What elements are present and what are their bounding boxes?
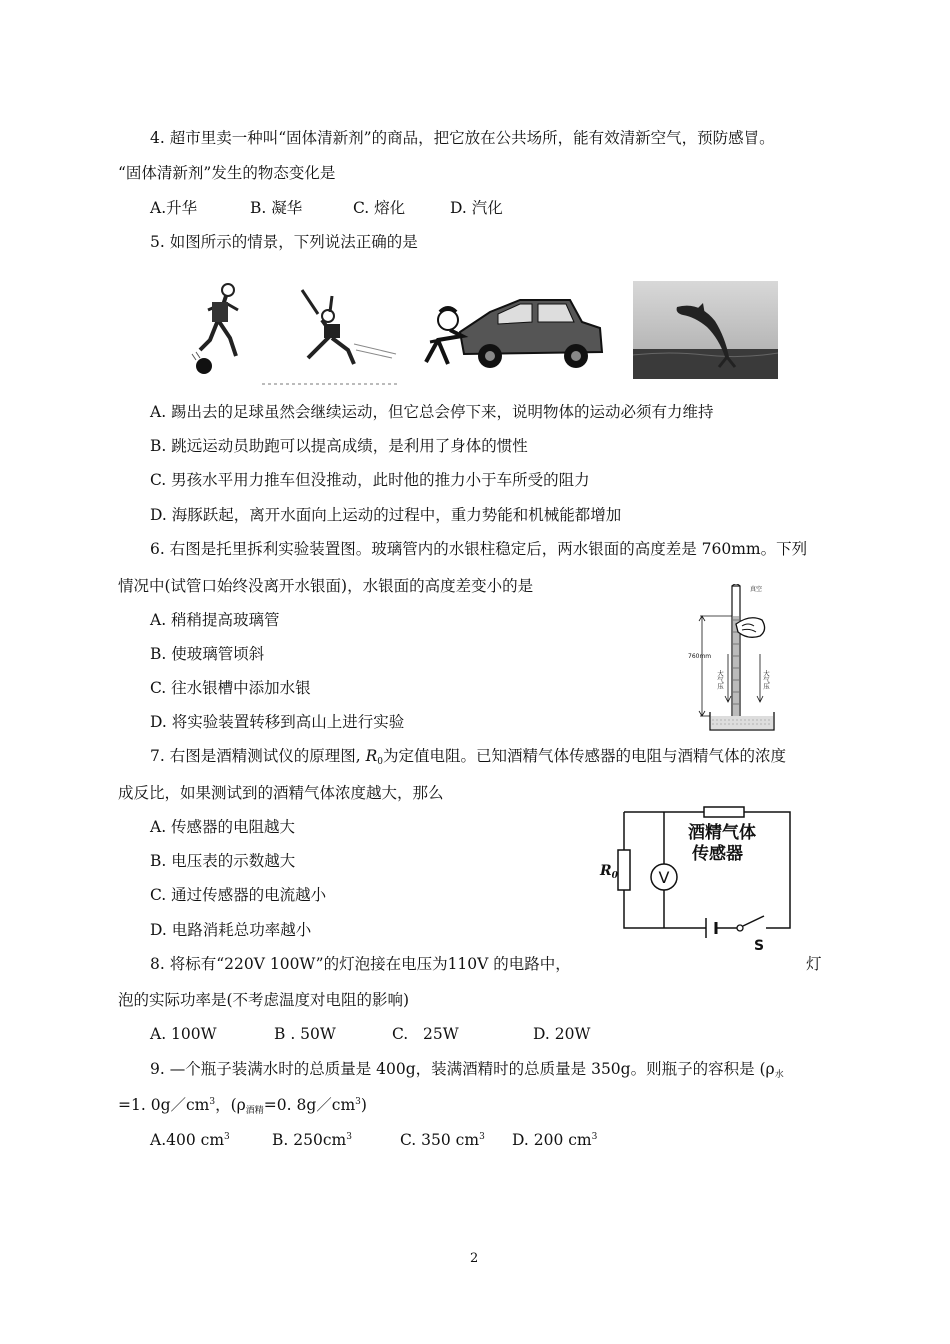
q7-option-a: A. 传感器的电阻越大 <box>150 818 296 836</box>
q9-option-a <box>150 1130 230 1150</box>
r0-label: R <box>600 863 612 879</box>
q9-option-a-text: A.400 cm <box>150 1131 225 1149</box>
height-760mm-label: 760mm <box>688 653 712 660</box>
q7-option-d: D. 电路消耗总功率越小 <box>150 921 312 939</box>
r0-subscript: 0 <box>611 871 618 881</box>
q8-stem-line2: 泡的实际功率是(不考虑温度对电阻的影响) <box>118 991 410 1009</box>
q9-option-c-text: C. 350 cm <box>400 1131 480 1149</box>
q9-option-c-sup: 3 <box>479 1132 485 1142</box>
q7-stem-post: 为定值电阻。已知酒精气体传感器的电阻与酒精气体的浓度 <box>382 747 786 765</box>
q6-option-a: A. 稍稍提高玻璃管 <box>150 611 280 629</box>
q6-stem-line1: 6. 右图是托里拆利实验装置图。玻璃管内的水银柱稳定后，两水银面的高度差是 760mm。下列 <box>150 540 808 558</box>
q9-stem-line2 <box>118 1095 367 1115</box>
q9-water-density: =1. 0g／cm <box>118 1096 210 1114</box>
q7-stem-line2: 成反比，如果测试到的酒精气体浓度越大，那么 <box>118 784 444 802</box>
q9-sup-1: 3 <box>209 1097 216 1107</box>
q9-option-d-sup: 3 <box>591 1132 598 1142</box>
boy-pushing-car-image <box>420 292 605 377</box>
q9-rho-water-sub: 水 <box>774 1070 784 1080</box>
q9-rho-alcohol-sub: 酒精 <box>245 1106 264 1116</box>
q8-option-c: C. 25W <box>392 1025 459 1043</box>
q8-option-a: A. 100W <box>150 1025 217 1043</box>
q9-option-b-sup: 3 <box>346 1132 352 1142</box>
q4-stem-line2: “固体清新剂”发生的物态变化是 <box>118 164 336 182</box>
q8-option-b: B . 50W <box>274 1025 336 1043</box>
q5-option-d: D. 海豚跃起，离开水面向上运动的过程中，重力势能和机械能都增加 <box>150 506 622 524</box>
q9-option-b <box>272 1130 352 1150</box>
q5-option-a: A. 踢出去的足球虽然会继续运动，但它总会停下来，说明物体的运动必须有力维持 <box>150 403 714 421</box>
soccer-player-image <box>190 280 250 380</box>
q5-option-b: B. 跳远运动员助跑可以提高成绩，是利用了身体的惯性 <box>150 437 528 455</box>
q9-close-paren: ) <box>360 1096 367 1114</box>
q8-stem-line1: 8. 将标有“220V 100W”的灯泡接在电压为110V 的电路中， <box>150 955 571 973</box>
pressure-right-label: 大气压 <box>762 670 770 690</box>
q5-option-c: C. 男孩水平用力推车但没推动，此时他的推力小于车所受的阻力 <box>150 471 590 489</box>
dolphin-jumping-image <box>633 281 778 379</box>
q7-r0-symbol: R <box>365 747 378 765</box>
q4-option-d: D. 汽化 <box>450 199 503 217</box>
sensor-label-line1: 酒精气体 <box>688 823 756 843</box>
q7-option-b: B. 电压表的示数越大 <box>150 852 296 870</box>
q9-option-d <box>512 1130 597 1150</box>
q8-stem-line1-tail: 灯 <box>806 955 822 973</box>
q4-option-c: C. 熔化 <box>353 199 406 217</box>
torricelli-apparatus-figure <box>688 584 793 742</box>
alcohol-tester-circuit-figure <box>598 802 798 954</box>
q9-stem-text: 9. —个瓶子装满水时的总质量是 400g，装满酒精时的总质量是 350g。则瓶子的容积是 (ρ <box>150 1060 775 1078</box>
q4-stem-line1: 4. 超市里卖一种叫“固体清新剂”的商品，把它放在公共场所，能有效清新空气，预防感冒。 <box>150 129 775 147</box>
q7-stem-line1 <box>150 746 786 766</box>
q9-option-d-text: D. 200 cm <box>512 1131 592 1149</box>
q9-stem-line1 <box>150 1059 784 1079</box>
q9-alcohol-density: =0. 8g／cm <box>263 1096 356 1114</box>
q9-option-a-sup: 3 <box>224 1132 230 1142</box>
q4-option-b: B. 凝华 <box>250 199 303 217</box>
q6-option-b: B. 使玻璃管顷斜 <box>150 645 265 663</box>
q6-option-d: D. 将实验装置转移到高山上进行实验 <box>150 713 405 731</box>
pressure-left-label: 大气压 <box>716 670 724 690</box>
q8-option-d: D. 20W <box>533 1025 591 1043</box>
page-number: 2 <box>470 1251 479 1266</box>
q5-stem: 5. 如图所示的情景，下列说法正确的是 <box>150 233 418 251</box>
vacuum-label: 真空 <box>750 586 763 593</box>
q7-r0-sub: 0 <box>377 757 383 767</box>
q9-rho-alcohol: ，(ρ <box>215 1096 246 1114</box>
q9-sup-2: 3 <box>355 1097 361 1107</box>
q7-stem-pre: 7. 右图是酒精测试仪的原理图, <box>150 747 366 765</box>
sensor-label-line2: 传感器 <box>692 844 743 864</box>
q6-option-c: C. 往水银槽中添加水银 <box>150 679 311 697</box>
long-jumper-image <box>262 284 397 389</box>
q4-option-a: A.升华 <box>150 199 198 217</box>
q9-option-b-text: B. 250cm <box>272 1131 347 1149</box>
q6-stem-line2: 情况中(试管口始终没离开水银面)，水银面的高度差变小的是 <box>118 577 534 595</box>
q7-option-c: C. 通过传感器的电流越小 <box>150 886 327 904</box>
svg-text:R0 <box>599 863 619 881</box>
voltmeter-symbol: V <box>658 868 670 887</box>
q9-option-c <box>400 1130 485 1150</box>
switch-label: S <box>754 938 765 954</box>
